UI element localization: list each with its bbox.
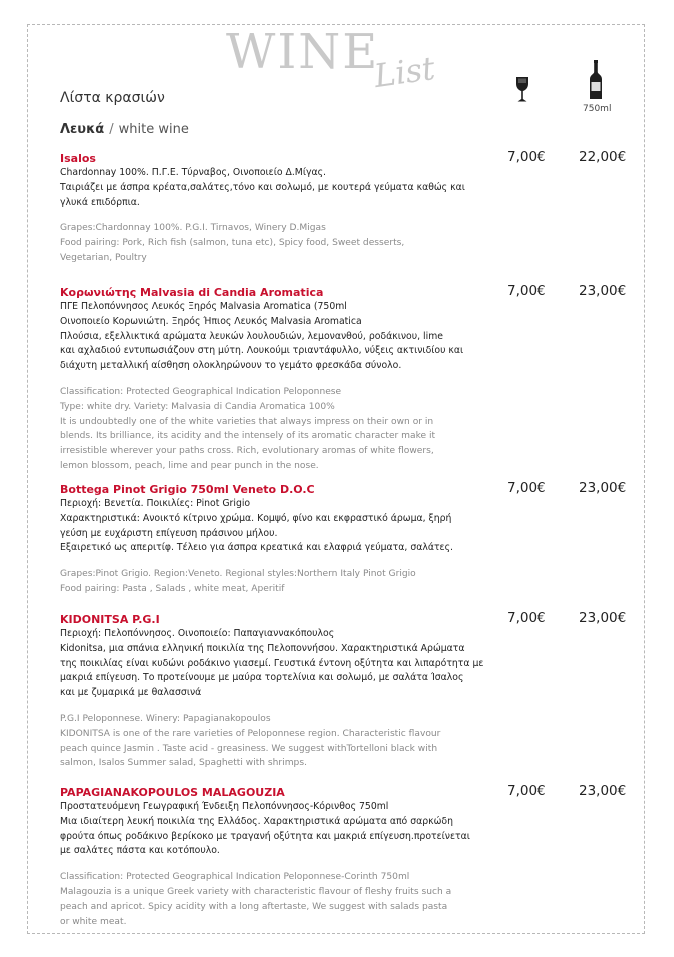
description-line: γεύση με ευχάριστη επίγευση πράσινου μήλου.	[60, 527, 278, 539]
wine-list-logo-script: List	[371, 48, 438, 96]
wine-name: Κορωνιώτης Malvasia di Candia Aromatica	[60, 286, 324, 299]
section-title-greek: Λευκά	[60, 122, 105, 137]
description-line: or white meat.	[60, 916, 127, 927]
description-line: Classification: Protected Geographical Indication Peloponnese	[60, 386, 342, 397]
bottle-price: 23,00€	[579, 283, 627, 299]
description-line: Grapes:Pinot Grigio. Region:Veneto. Regional styles:Northern Italy Pinot Grigio	[60, 569, 416, 580]
glass-price: 7,00€	[507, 783, 546, 799]
bottle-size-label: 750ml	[583, 104, 612, 114]
description-line: Food pairing: Pork, Rich fish (salmon, tuna etc), Spicy food, Sweet desserts,	[60, 238, 405, 249]
description-line: Chardonnay 100%. Π.Γ.Ε. Τύρναβος, Οινοποιείο Δ.Μίγας.	[60, 167, 327, 178]
wine-description-greek	[60, 627, 500, 701]
description-line: P.G.I Peloponnese. Winery: Papagianakopoulos	[60, 713, 271, 724]
wine-description-greek	[60, 800, 500, 859]
description-line: Χαρακτηριστικά: Ανοικτό κίτρινο χρώμα. Κομψό, φίνο και εκφραστικό άρωμα, ξηρή	[60, 512, 452, 524]
wine-name: Isalos	[60, 152, 96, 165]
description-line: Κidonitsa, μια σπάνια ελληνική ποικιλία της Πελοποννήσου. Χαρακτηριστικά Αρώματα	[60, 642, 465, 654]
description-line: It is undoubtedly one of the white varieties that always impress on their own or in	[60, 416, 434, 427]
section-title-separator: /	[109, 122, 114, 137]
bottle-price: 23,00€	[579, 480, 627, 496]
description-line: Οινοποιείο Κορωνιώτη. Ξηρός Ήπιος Λευκός Malvasia Aromatica	[60, 315, 362, 327]
description-line: ΠΓΕ Πελοπόννησος Λευκός Ξηρός Malvasia Aromatica (750ml	[60, 301, 347, 312]
description-line: KIDONITSA is one of the rare varieties of Peloponnese region. Characteristic flavour	[60, 728, 441, 739]
wine-description-english	[60, 221, 500, 265]
description-line: salmon, Isalos Summer salad, Spaghetti with shrimps.	[60, 758, 307, 769]
description-line: φρούτα όπως ροδάκινο βερίκοκο με τραγανή οξύτητα και μακριά επίγευση.προτείνεται	[60, 830, 470, 842]
description-line: Food pairing: Pasta , Salads , white meat, Aperitif	[60, 583, 285, 594]
wine-entry	[60, 612, 500, 771]
description-line: Grapes:Chardonnay 100%. P.G.I. Tirnavos, Winery D.Migas	[60, 223, 326, 234]
description-line: Ταιριάζει με άσπρα κρέατα,σαλάτες,τόνο και σολωμό, με κουτερά γεύματα καθώς και	[60, 181, 465, 193]
wine-entry	[60, 482, 500, 597]
bottle-price: 23,00€	[579, 610, 627, 626]
description-line: Προστατευόμενη Γεωγραφική Ένδειξη Πελοπόννησος-Κόρινθος 750ml	[60, 801, 389, 812]
description-line: Μια ιδιαίτερη λευκή ποικιλία της Ελλάδος. Χαρακτηριστικά αρώματα από σαρκώδη	[60, 815, 453, 827]
glass-price: 7,00€	[507, 149, 546, 165]
description-line: Malagouzia is a unique Greek variety with characteristic flavour of fleshy fruits such a	[60, 886, 452, 897]
wine-entry	[60, 151, 500, 266]
description-line: Type: white dry. Variety: Malvasia di Candia Aromatica 100%	[60, 401, 335, 412]
description-line: Vegetarian, Poultry	[60, 252, 147, 263]
description-line: διάχυτη μεταλλική αίσθηση ολοκληρώνουν το γεμάτο φρεσκάδα σύνολο.	[60, 360, 402, 372]
description-line: peach and apricot. Spicy acidity with a long aftertaste, We suggest with salads pasta	[60, 901, 448, 912]
bottle-price: 23,00€	[579, 783, 627, 799]
description-line: μακριά επίγευση. Το προτείνουμε με μαύρα τορτελίνια και σολωμό, με σαλάτα Ίσαλος	[60, 672, 464, 684]
description-line: Πλούσια, εξελλικτικά αρώματα λευκών λουλουδιών, λεμονανθού, ροδάκινου, lime	[60, 330, 443, 342]
wine-name: KIDONITSA P.G.I	[60, 613, 160, 626]
description-line: με σαλάτες πάστα και κοτόπουλο.	[60, 845, 220, 857]
description-line: γλυκά επιδόρπια.	[60, 196, 140, 208]
wine-list-logo: WINE	[226, 24, 380, 80]
wine-description-english	[60, 385, 500, 474]
wine-entry	[60, 285, 500, 474]
description-line: της ποικιλίας είναι κυδώνι ροδάκινο γιασεμί. Γευστικά έντονη οξύτητα και λιπαρότητα με	[60, 657, 484, 669]
description-line: lemon blossom, peach, lime and pear punch in the nose.	[60, 460, 319, 471]
description-line: και με ζυμαρικά με θαλασσινά	[60, 687, 202, 699]
description-line: peach quince Jasmin . Taste acid - greasiness. We suggest withTortelloni black with	[60, 743, 438, 754]
wine-description-english	[60, 567, 500, 597]
description-line: Περιοχή: Πελοπόννησος. Οινοποιείο: Παπαγιαννακόπουλος	[60, 628, 335, 639]
wine-description-greek	[60, 166, 500, 210]
description-line: blends. Its brilliance, its acidity and the intensely of its aromatic character make it	[60, 431, 436, 442]
bottle-price: 22,00€	[579, 149, 627, 165]
description-line: Εξαιρετικό ως απεριτίφ. Τέλειο για άσπρα κρεατικά και ελαφριά γεύματα, σαλάτες.	[60, 542, 453, 554]
description-line: Περιοχή: Βενετία. Ποικιλίες: Pinot Grigio	[60, 498, 251, 509]
page-subtitle: Λίστα κρασιών	[60, 90, 165, 106]
section-title-english: white wine	[118, 122, 189, 137]
wine-name: Bottega Pinot Grigio 750ml Veneto D.O.C	[60, 483, 315, 496]
section-title	[60, 122, 189, 137]
wine-description-greek	[60, 300, 500, 374]
wine-entry	[60, 785, 500, 929]
wine-description-english	[60, 712, 500, 771]
description-line: Classification: Protected Geographical Indication Peloponnese-Corinth 750ml	[60, 872, 410, 883]
wine-description-greek	[60, 497, 500, 556]
wine-glass-icon	[514, 76, 530, 104]
glass-price: 7,00€	[507, 283, 546, 299]
wine-bottle-icon	[589, 60, 603, 100]
description-line: irresistible wherever your paths cross. Rich, evolutionary aromas of white flowers,	[60, 446, 434, 457]
glass-price: 7,00€	[507, 610, 546, 626]
description-line: και αχλαδιού εντυπωσιάζουν στη μύτη. Λουκούμι τριαντάφυλλο, νύξεις ακτινιδίου και	[60, 345, 464, 357]
wine-name: PAPAGIANAKOPOULOS MALAGOUZIA	[60, 786, 285, 799]
wine-description-english	[60, 870, 500, 929]
glass-price: 7,00€	[507, 480, 546, 496]
